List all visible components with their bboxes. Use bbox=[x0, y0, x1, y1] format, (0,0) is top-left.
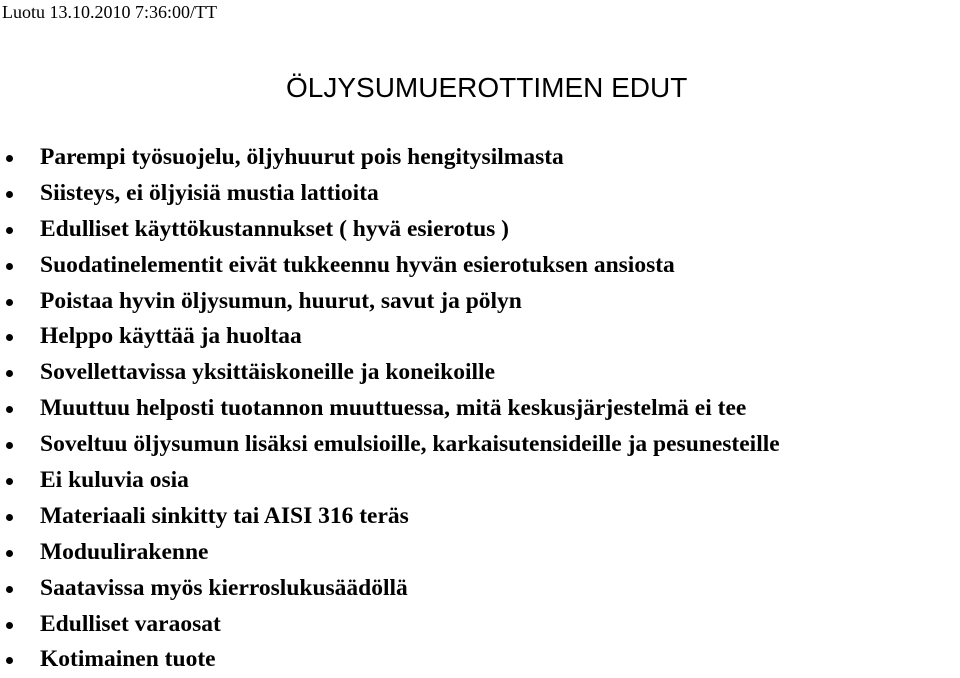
bullet-icon bbox=[6, 586, 13, 593]
list-item-text: Parempi työsuojelu, öljyhuurut pois hengitysilmasta bbox=[40, 144, 564, 170]
list-item bbox=[0, 284, 780, 320]
list-item bbox=[0, 463, 780, 499]
list-item bbox=[0, 499, 780, 535]
list-item-text: Ei kuluvia osia bbox=[40, 467, 189, 494]
list-item-text: Kotimainen tuote bbox=[40, 646, 216, 673]
benefits-list bbox=[0, 140, 780, 678]
list-item-text: Materiaali sinkitty tai AISI 316 teräs bbox=[40, 502, 409, 529]
bullet-icon bbox=[6, 622, 13, 629]
bullet-icon bbox=[6, 191, 13, 198]
bullet-icon bbox=[6, 370, 13, 377]
bullet-icon bbox=[6, 263, 13, 270]
bullet-icon bbox=[6, 227, 13, 234]
list-item-text: Helppo käyttää ja huoltaa bbox=[40, 323, 302, 350]
bullet-icon bbox=[6, 155, 13, 162]
bullet-icon bbox=[6, 514, 13, 521]
list-item-text: Poistaa hyvin öljysumun, huurut, savut ja pölyn bbox=[40, 287, 522, 314]
list-item bbox=[0, 535, 780, 571]
list-item-text: Sovellettavissa yksittäiskoneille ja koneikoille bbox=[40, 359, 496, 386]
list-item-text: Edulliset käyttökustannukset ( hyvä esierotus ) bbox=[40, 215, 509, 242]
list-item bbox=[0, 212, 780, 248]
bullet-icon bbox=[6, 442, 13, 449]
list-item-text: Muuttuu helposti tuotannon muuttuessa, mitä keskusjärjestelmä ei tee bbox=[40, 395, 747, 422]
list-item-text: Suodatinelementit eivät tukkeennu hyvän esierotuksen ansiosta bbox=[40, 251, 675, 278]
list-item bbox=[0, 140, 780, 176]
created-timestamp: Luotu 13.10.2010 7:36:00/TT bbox=[2, 2, 217, 22]
list-item bbox=[0, 248, 780, 284]
list-item bbox=[0, 391, 780, 427]
bullet-icon bbox=[6, 657, 13, 664]
document-title: ÖLJYSUMUEROTTIMEN EDUT bbox=[286, 72, 688, 103]
list-item bbox=[0, 319, 780, 355]
list-item-text: Soveltuu öljysumun lisäksi emulsioille, karkaisutensideille ja pesunesteille bbox=[40, 431, 780, 458]
bullet-icon bbox=[6, 550, 13, 557]
bullet-icon bbox=[6, 334, 13, 341]
list-item bbox=[0, 571, 780, 607]
list-item-text: Siisteys, ei öljyisiä mustia lattioita bbox=[40, 179, 379, 206]
list-item-text: Saatavissa myös kierroslukusäädöllä bbox=[40, 574, 408, 601]
list-item bbox=[0, 176, 780, 212]
list-item bbox=[0, 607, 780, 643]
list-item-text: Moduulirakenne bbox=[40, 538, 209, 565]
list-item bbox=[0, 355, 780, 391]
bullet-icon bbox=[6, 299, 13, 306]
list-item-text: Edulliset varaosat bbox=[40, 610, 221, 637]
bullet-icon bbox=[6, 406, 13, 413]
bullet-icon bbox=[6, 478, 13, 485]
list-item bbox=[0, 427, 780, 463]
list-item bbox=[0, 642, 780, 678]
